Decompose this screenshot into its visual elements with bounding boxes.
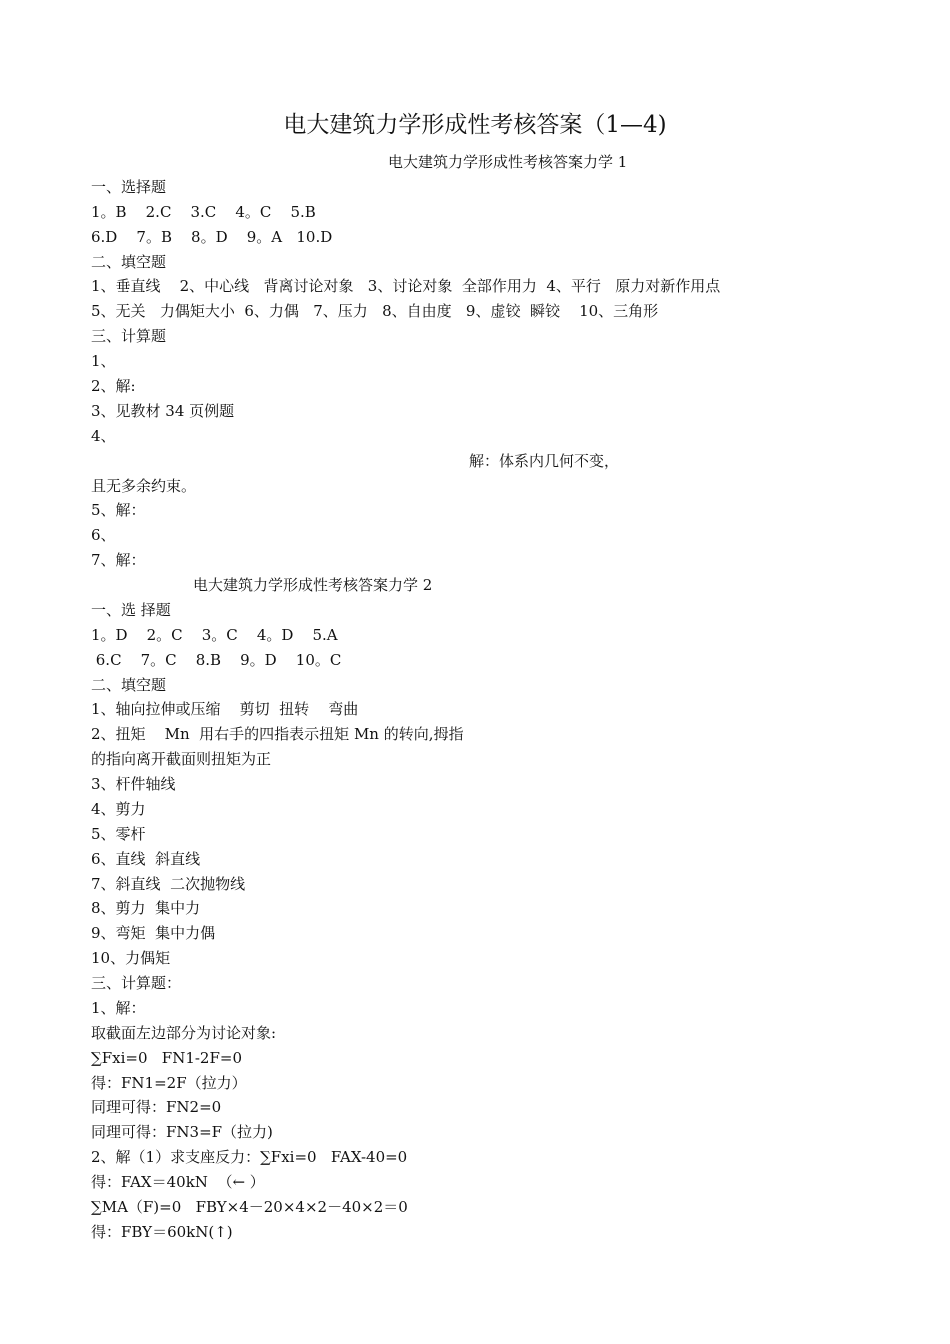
answer-line: 2、扭矩 Mn 用右手的四指表示扭矩 Mn 的转向,拇指 xyxy=(91,725,464,743)
answer-line: 6.D 7。B 8。D 9。A 10.D xyxy=(91,228,333,246)
section-heading-calc: 三、计算题： xyxy=(91,974,182,992)
answer-line: 9、弯矩 集中力偶 xyxy=(91,924,216,942)
equation-line: ∑Fxi=0 FN1-2F=0 xyxy=(91,1049,242,1067)
equation-line: 得：FBY＝60kN(↑) xyxy=(91,1223,233,1241)
section-heading-choice: 一、选 择题 xyxy=(91,601,171,619)
answer-line: 1、 xyxy=(91,352,116,370)
answer-line: 且无多余约束。 xyxy=(91,477,197,495)
answer-line: 1、轴向拉伸或压缩 剪切 扭转 弯曲 xyxy=(91,700,359,718)
section-heading-fill: 二、填空题 xyxy=(91,676,167,694)
answer-line: 6.C 7。C 8.B 9。D 10。C xyxy=(91,651,342,669)
answer-line: 解：体系内几何不变， xyxy=(469,452,620,470)
answer-line: 10、力偶矩 xyxy=(91,949,171,967)
answer-line: 1、解： xyxy=(91,999,146,1017)
equation-line: ∑MA（F)=0 FBY×4－20×4×2－40×2＝0 xyxy=(91,1198,408,1216)
answer-line: 5、无关 力偶矩大小 6、力偶 7、压力 8、自由度 9、虚铰 瞬铰 10、三角形 xyxy=(91,302,659,320)
answer-line: 3、杆件轴线 xyxy=(91,775,176,793)
equation-line: 得：FAX＝40kN （← ） xyxy=(91,1173,265,1191)
section-heading-choice: 一、选择题 xyxy=(91,178,167,196)
document-title: 电大建筑力学形成性考核答案（1—4) xyxy=(283,112,667,138)
answer-line: 取截面左边部分为讨论对象: xyxy=(91,1024,277,1042)
answer-line: 8、剪力 集中力 xyxy=(91,899,201,917)
answer-line: 的指向离开截面则扭矩为正 xyxy=(91,750,272,768)
equation-line: 2、解（1）求支座反力：∑Fxi=0 FAX-40=0 xyxy=(91,1148,408,1166)
answer-line: 4、 xyxy=(91,427,116,445)
subtitle-mechanics-1: 电大建筑力学形成性考核答案力学 1 xyxy=(388,153,628,171)
answer-line: 6、直线 斜直线 xyxy=(91,850,201,868)
answer-line: 5、解： xyxy=(91,501,146,519)
section-heading-calc: 三、计算题 xyxy=(91,327,167,345)
answer-line: 6、 xyxy=(91,526,116,544)
answer-line: 5、零杆 xyxy=(91,825,146,843)
answer-line: 1、垂直线 2、中心线 背离讨论对象 3、讨论对象 全部作用力 4、平行 原力对新作用点 xyxy=(91,277,721,295)
answer-line: 1。B 2.C 3.C 4。C 5.B xyxy=(91,203,316,221)
answer-line: 2、解: xyxy=(91,377,136,395)
answer-line: 7、解： xyxy=(91,551,146,569)
equation-line: 同理可得：FN3=F（拉力) xyxy=(91,1123,273,1141)
section-heading-fill: 二、填空题 xyxy=(91,253,167,271)
answer-line: 3、见教材 34 页例题 xyxy=(91,402,235,420)
equation-line: 得：FN1=2F（拉力） xyxy=(91,1074,247,1092)
answer-line: 1。D 2。C 3。C 4。D 5.A xyxy=(91,626,338,644)
answer-line: 4、剪力 xyxy=(91,800,146,818)
subtitle-mechanics-2: 电大建筑力学形成性考核答案力学 2 xyxy=(193,576,433,594)
answer-line: 7、斜直线 二次抛物线 xyxy=(91,875,246,893)
equation-line: 同理可得：FN2=0 xyxy=(91,1098,222,1116)
